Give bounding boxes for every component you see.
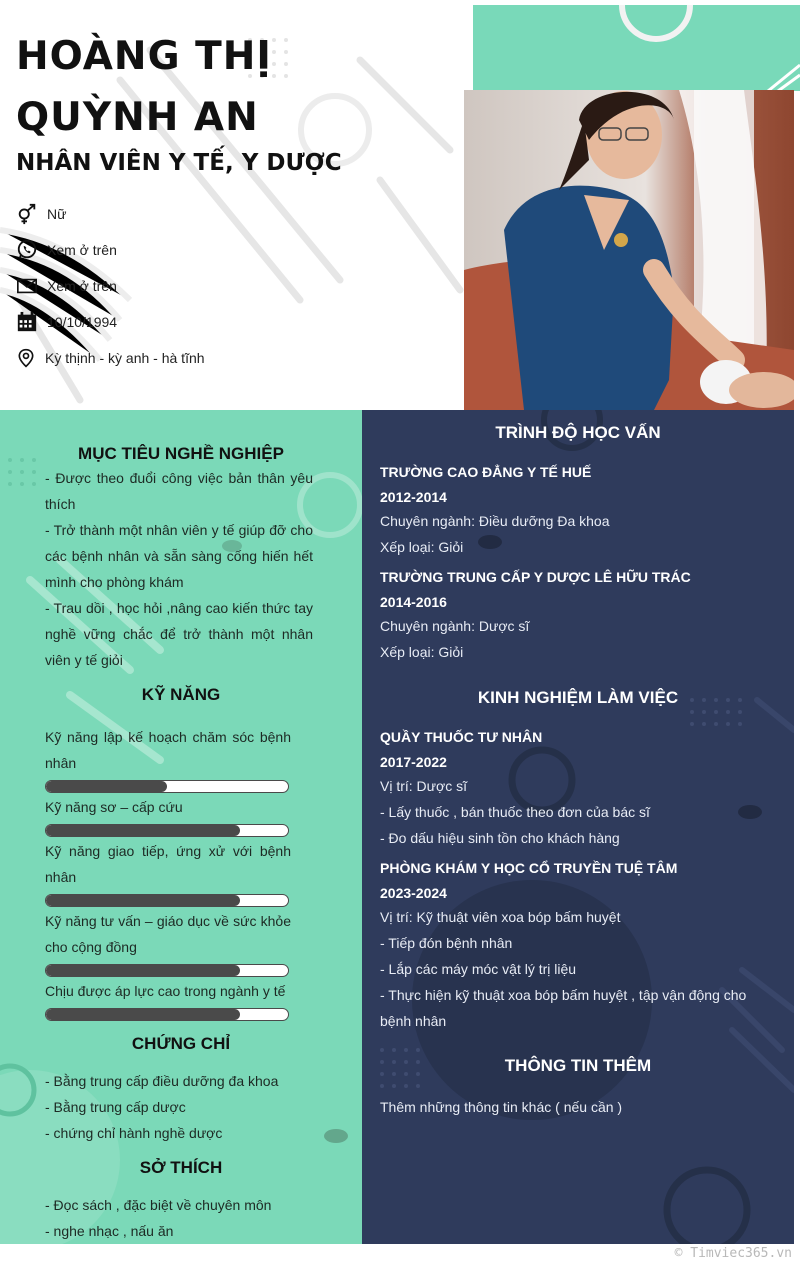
experience-duty: - Đo dấu hiệu sinh tồn cho khách hàng (380, 830, 620, 846)
calendar-icon (16, 311, 38, 333)
email-value: Xem ở trên (47, 278, 117, 294)
skill-label: Kỹ năng tư vấn – giáo dục về sức khỏe cho cộng đồng (45, 913, 291, 955)
skill-bar (45, 894, 289, 907)
hobby-item: - nghe nhạc , nấu ăn (45, 1223, 174, 1239)
address-row (16, 346, 205, 370)
gender-value: Nữ (47, 206, 67, 222)
education-years: 2012-2014 (380, 489, 447, 505)
experience-title: KINH NGHIỆM LÀM VIỆC (477, 688, 679, 707)
hobby-item: - Đọc sách , đặc biệt về chuyên môn (45, 1197, 272, 1213)
experience-years: 2023-2024 (380, 885, 447, 901)
education-grade: Xếp loại: Giỏi (380, 539, 464, 555)
address-value: Kỳ thịnh - kỳ anh - hà tĩnh (45, 350, 205, 366)
experience-company: PHÒNG KHÁM Y HỌC CỔ TRUYỀN TUỆ TÂM (380, 860, 678, 876)
name-line-1: HOÀNG THỊ (16, 34, 272, 79)
location-pin-icon (16, 347, 36, 369)
skill-bar (45, 824, 289, 837)
experience-duty: - Lấy thuốc , bán thuốc theo đơn của bác sĩ (380, 804, 650, 820)
candidate-name (16, 26, 456, 148)
header-accent-block (473, 5, 800, 91)
skill-bar (45, 964, 289, 977)
job-title: NHÂN VIÊN Y TẾ, Y DƯỢC (16, 150, 342, 176)
birthday-row (16, 310, 117, 334)
skill-item (45, 978, 291, 1021)
experience-duty: - Lắp các máy móc vật lý trị liệu (380, 961, 577, 977)
experience-company: QUẦY THUỐC TƯ NHÂN (380, 729, 543, 745)
phone-icon (16, 239, 38, 261)
email-row (16, 274, 117, 298)
education-title: TRÌNH ĐỘ HỌC VẤN (495, 423, 661, 442)
objective-line: - Trau dồi , học hỏi ,nâng cao kiến thức tay nghề vững chắc để trở thành một nhân viên y tế giỏi (45, 600, 313, 668)
skill-bar-fill (46, 895, 240, 906)
skill-item (45, 838, 291, 907)
certificate-item: - Bằng trung cấp dược (45, 1099, 186, 1115)
objective-text (45, 465, 313, 673)
email-icon (16, 275, 38, 297)
gender-icon (16, 203, 38, 225)
skills-title: KỸ NĂNG (141, 685, 221, 704)
skill-bar-fill (46, 1009, 240, 1020)
hobbies-title: SỞ THÍCH (139, 1158, 223, 1177)
skill-item (45, 724, 291, 793)
experience-duty: - Thực hiện kỹ thuật xoa bóp bấm huyệt , tập vận động cho bệnh nhân (380, 987, 747, 1029)
skill-label: Kỹ năng lập kế hoạch chăm sóc bệnh nhân (45, 729, 291, 771)
skill-bar (45, 1008, 289, 1021)
extra-info-title: THÔNG TIN THÊM (504, 1056, 652, 1075)
skill-label: Chịu được áp lực cao trong ngành y tế (45, 983, 286, 999)
education-grade: Xếp loại: Giỏi (380, 644, 464, 660)
skill-label: Kỹ năng sơ – cấp cứu (45, 799, 183, 815)
education-years: 2014-2016 (380, 594, 447, 610)
objective-line: - Được theo đuổi công việc bản thân yêu thích (45, 470, 313, 512)
experience-years: 2017-2022 (380, 754, 447, 770)
skill-label: Kỹ năng giao tiếp, ứng xử với bệnh nhân (45, 843, 291, 885)
left-column (0, 410, 362, 1244)
skill-item (45, 908, 291, 977)
certificates-title: CHỨNG CHỈ (131, 1034, 231, 1053)
skill-item (45, 794, 291, 837)
objective-line: - Trở thành một nhân viên y tế giúp đỡ cho các bệnh nhân và sẵn sàng cống hiến hết mình cho phòng khám (45, 522, 313, 590)
profile-photo (464, 90, 794, 410)
education-major: Chuyên ngành: Dược sĩ (380, 618, 530, 634)
education-school: TRƯỜNG CAO ĐẲNG Y TẾ HUẾ (380, 464, 592, 480)
watermark: © Timviec365.vn (674, 1246, 792, 1261)
skill-bar-fill (46, 781, 167, 792)
accent-ring-decoration (473, 5, 800, 91)
gender-row (16, 202, 66, 226)
phone-row (16, 238, 117, 262)
extra-info-text: Thêm những thông tin khác ( nếu cần ) (380, 1099, 623, 1115)
birthday-value: 10/10/1994 (47, 314, 118, 330)
skill-bar-fill (46, 965, 240, 976)
experience-position: Vị trí: Dược sĩ (380, 778, 468, 794)
skill-bar (45, 780, 289, 793)
education-school: TRƯỜNG TRUNG CẤP Y DƯỢC LÊ HỮU TRÁC (380, 569, 691, 585)
certificate-item: - Bằng trung cấp điều dưỡng đa khoa (45, 1073, 279, 1089)
education-major: Chuyên ngành: Điều dưỡng Đa khoa (380, 513, 610, 529)
right-column (362, 410, 794, 1244)
skill-bar-fill (46, 825, 240, 836)
name-line-2: QUỲNH AN (16, 95, 259, 140)
experience-position: Vị trí: Kỹ thuật viên xoa bóp bấm huyệt (380, 909, 621, 925)
phone-value: Xem ở trên (47, 242, 117, 258)
certificate-item: - chứng chỉ hành nghề dược (45, 1125, 223, 1141)
objective-title: MỤC TIÊU NGHỀ NGHIỆP (78, 444, 284, 463)
experience-duty: - Tiếp đón bệnh nhân (380, 935, 513, 951)
cv-header (0, 0, 800, 410)
